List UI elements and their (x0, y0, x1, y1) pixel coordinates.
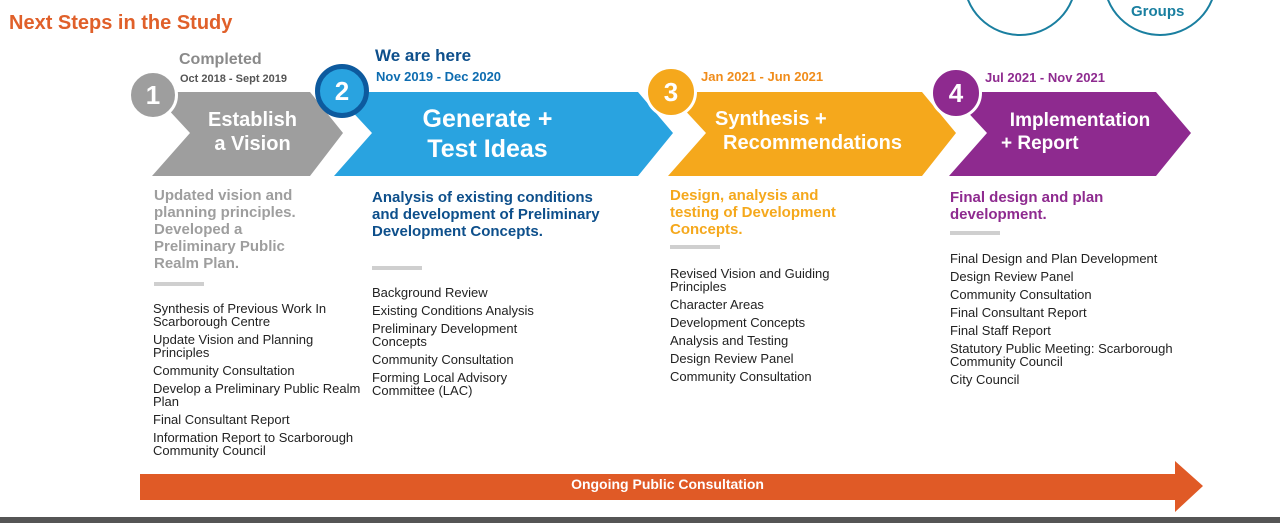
list-item: Existing Conditions Analysis (372, 303, 534, 318)
list-item: Synthesis of Previous Work In Scarborough Centre (153, 301, 327, 329)
stage-3-summary: Design, analysis and testing of Development Concepts. (670, 187, 836, 238)
stage-3-divider (670, 245, 720, 249)
stage-4-title-line2: + Report (1001, 132, 1079, 154)
stage-4-number: 4 (930, 67, 982, 119)
page-title: Next Steps in the Study (9, 12, 233, 34)
list-item: Final Design and Plan Development (950, 251, 1158, 266)
stage-2-list (372, 286, 562, 402)
list-item: Statutory Public Meeting: Scarborough Community Council (950, 341, 1173, 369)
stage-2-title (395, 104, 580, 164)
list-item: Design Review Panel (670, 351, 794, 366)
stage-3-title (705, 107, 920, 155)
list-item: Forming Local Advisory Committee (LAC) (372, 370, 508, 398)
stage-4-title-line1: Implementation (1009, 110, 1151, 131)
list-item: Update Vision and Planning Principles (153, 332, 314, 360)
list-item: Preliminary Development Concepts (372, 321, 518, 349)
list-item: City Council (950, 372, 1020, 387)
list-item: Community Consultation (153, 363, 295, 378)
stage-2-divider (372, 266, 422, 270)
list-item: Character Areas (670, 297, 764, 312)
list-item: Analysis and Testing (670, 333, 789, 348)
list-item: Community Consultation (950, 287, 1092, 302)
stage-1-status: Completed (179, 51, 262, 68)
list-item: Revised Vision and Guiding Principles (670, 266, 830, 294)
stage-2-dates: Nov 2019 - Dec 2020 (376, 69, 502, 84)
stage-2-status: We are here (375, 46, 472, 65)
stage-1-number: 1 (128, 70, 178, 120)
list-item: Community Consultation (670, 369, 812, 384)
list-item: Background Review (372, 285, 488, 300)
stage-1-divider (154, 282, 204, 286)
list-item: Final Staff Report (950, 323, 1051, 338)
stage-1-summary: Updated vision and planning principles. Developed a Preliminary Public Realm Plan. (154, 187, 296, 272)
stage-3-number: 3 (645, 66, 697, 118)
stage-2-number: 2 (315, 64, 369, 118)
stage-4-summary: Final design and plan development. (950, 189, 1104, 223)
stage-4-dates: Jul 2021 - Nov 2021 (985, 70, 1105, 85)
stage-2-title-line1: Generate + (422, 105, 553, 133)
stage-4-divider (950, 231, 1000, 235)
stage-1-list (153, 302, 368, 462)
stage-2-title-line2: Test Ideas (427, 135, 548, 163)
list-item: Design Review Panel (950, 269, 1074, 284)
stage-1-dates: Oct 2018 - Sept 2019 (180, 73, 288, 85)
list-item: Development Concepts (670, 315, 806, 330)
stage-4-title (995, 110, 1165, 156)
stage-1-title (195, 108, 310, 156)
list-item: Final Consultant Report (950, 305, 1087, 320)
stage-3-title-line2: Recommendations (723, 132, 902, 154)
stage-3-list (670, 267, 840, 388)
groups-label: Groups (1131, 3, 1185, 20)
stage-4-list (950, 252, 1180, 391)
stage-1-title-line2: a Vision (214, 133, 291, 155)
bottom-bar (0, 517, 1280, 523)
ongoing-consultation-label: Ongoing Public Consultation (571, 476, 764, 492)
stage-chevrons (0, 0, 1280, 200)
stage-3-dates: Jan 2021 - Jun 2021 (701, 69, 824, 84)
list-item: Information Report to Scarborough Community Council (153, 430, 354, 458)
list-item: Develop a Preliminary Public Realm Plan (153, 381, 361, 409)
stage-2-summary: Analysis of existing conditions and development of Preliminary Development Concepts. (372, 189, 600, 240)
list-item: Community Consultation (372, 352, 514, 367)
stage-1-title-line1: Establish (208, 109, 297, 131)
list-item: Final Consultant Report (153, 412, 290, 427)
stage-3-title-line1: Synthesis + (715, 108, 827, 130)
